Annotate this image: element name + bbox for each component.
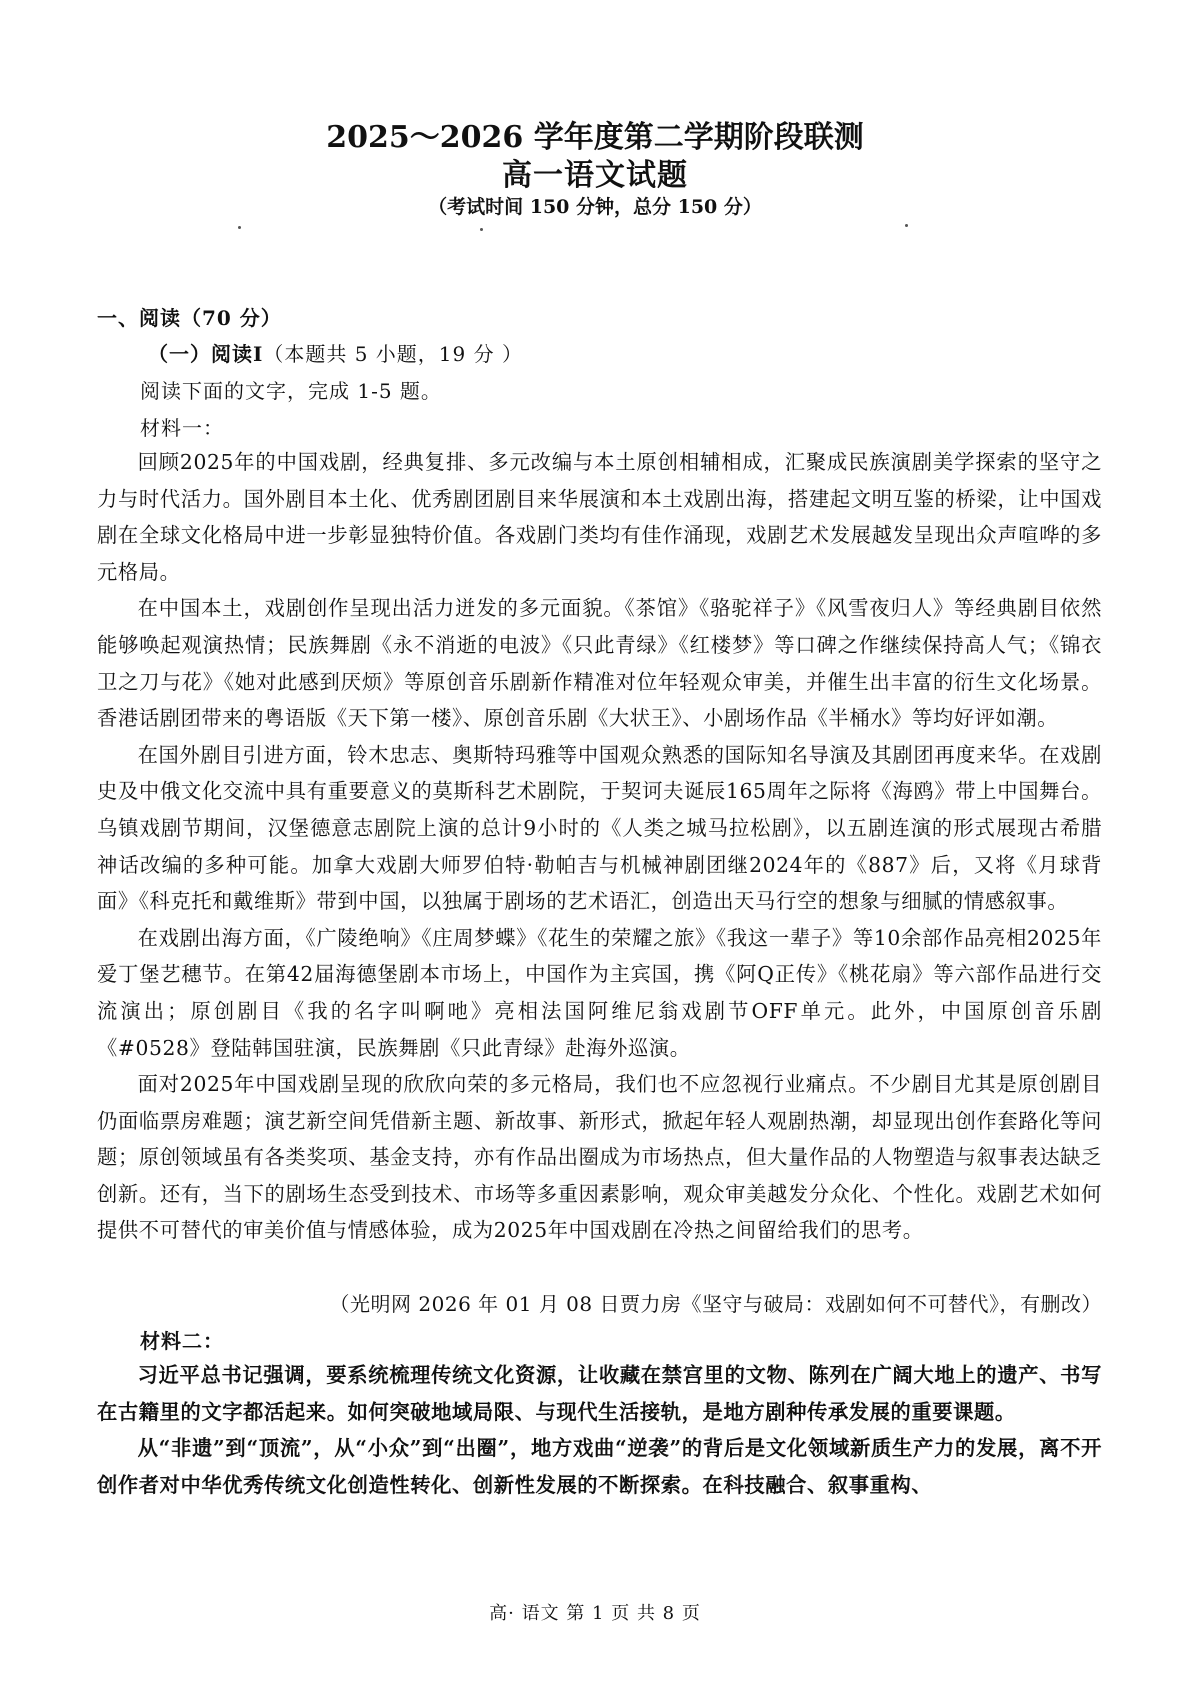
exam-info: （考试时间 150 分钟，总分 150 分） [428,196,762,218]
material1-text [97,444,1102,1249]
paragraph: 在戏剧出海方面，《广陵绝响》《庄周梦蝶》《花生的荣耀之旅》《我这一辈子》等10余部作品亮相2025年爱丁堡艺穗节。在第42届海德堡剧本市场上，中国作为主宾国，携《阿Q正传》《桃花扇》等六部作品进行交流演出；原创剧目《我的名字叫啊吔》亮相法国阿维尼翁戏剧节OFF单元。此外，中国原创音乐剧《#0528》登陆韩国驻演，民族舞剧《只此青绿》赴海外巡演。 [97,925,1102,1060]
paragraph: 面对2025年中国戏剧呈现的欣欣向荣的多元格局，我们也不应忽视行业痛点。不少剧目尤其是原创剧目仍面临票房难题；演艺新空间凭借新主题、新故事、新形式，掀起年轻人观剧热潮，却显现出创作套路化等问题；原创领域虽有各类奖项、基金支持，亦有作品出圈成为市场热点，但大量作品的人物塑造与叙事表达缺乏创新。还有，当下的剧场生态受到技术、市场等多重因素影响，观众审美越发分众化、个性化。戏剧艺术如何提供不可替代的审美价值与情感体验，成为2025年中国戏剧在冷热之间留给我们的思考。 [97,1072,1102,1243]
exam-subtitle: 高一语文试题 [502,158,688,193]
paragraph: 在中国本土，戏剧创作呈现出活力迸发的多元面貌。《茶馆》《骆驼祥子》《风雪夜归人》等经典剧目依然能够唤起观演热情；民族舞剧《永不消逝的电波》《只此青绿》《红楼梦》等口碑之作继续保持高人气；《锦衣卫之刀与花》《她对此感到厌烦》等原创音乐剧新作精准对位年轻观众审美，并催生出丰富的衍生文化场景。香港话剧团带来的粤语版《天下第一楼》、原创音乐剧《大状王》、小剧场作品《半桶水》等均好评如潮。 [97,596,1102,731]
paragraph: 习近平总书记强调，要系统梳理传统文化资源，让收藏在禁宫里的文物、陈列在广阔大地上的遗产、书写在古籍里的文字都活起来。如何突破地域局限、与现代生活接轨，是地方剧种传承发展的重要课题。 [97,1363,1102,1424]
material2-label: 材料二： [140,1329,224,1353]
sub-heading [148,338,523,367]
sub-heading-detail: （本题共 5 小题，19 分 ） [263,342,523,366]
paragraph: 从“非遗”到“顶流”，从“小众”到“出圈”，地方戏曲“逆袭”的背后是文化领域新质生产力的发展，离不开创作者对中华优秀传统文化创造性转化、创新性发展的不断探索。在科技融合、叙事重构、 [97,1436,1102,1497]
instruction: 阅读下面的文字，完成 1-5 题。 [140,379,442,403]
sub-heading-title: （一）阅读Ⅰ [148,342,264,366]
paragraph: 在国外剧目引进方面，铃木忠志、奥斯特玛雅等中国观众熟悉的国际知名导演及其剧团再度来华。在戏剧史及中俄文化交流中具有重要意义的莫斯科艺术剧院，于契诃夫诞辰165周年之际将《海鸥》带上中国舞台。乌镇戏剧节期间，汉堡德意志剧院上演的总计9小时的《人类之城马拉松剧》，以五剧连演的形式展现古希腊神话改编的多种可能。加拿大戏剧大师罗伯特·勒帕吉与机械神剧团继2024年的《887》后，又将《月球背面》《科克托和戴维斯》带到中国，以独属于剧场的艺术语汇，创造出天马行空的想象与细腻的情感叙事。 [97,742,1102,914]
section-heading: 一、阅读（70 分） [97,306,282,330]
page-footer: 高· 语文 第 1 页 共 8 页 [489,1603,701,1624]
material2-text [97,1357,1102,1503]
paragraph: 回顾2025年的中国戏剧，经典复排、多元改编与本土原创相辅相成，汇聚成民族演剧美学探索的坚守之力与时代活力。国外剧目本土化、优秀剧团剧目来华展演和本土戏剧出海，搭建起文明互鉴的桥梁，让中国戏剧在全球文化格局中进一步彰显独特价值。各戏剧门类均有佳作涌现，戏剧艺术发展越发呈现出众声喧哗的多元格局。 [97,450,1102,584]
material1-label: 材料一： [140,416,224,440]
material1-source: （光明网 2026 年 01 月 08 日贾力房《坚守与破局：戏剧如何不可替代》，有删改） [329,1292,1102,1316]
scan-specks [0,226,1190,236]
exam-title: 2025～2026 学年度第二学期阶段联测 [326,120,864,155]
